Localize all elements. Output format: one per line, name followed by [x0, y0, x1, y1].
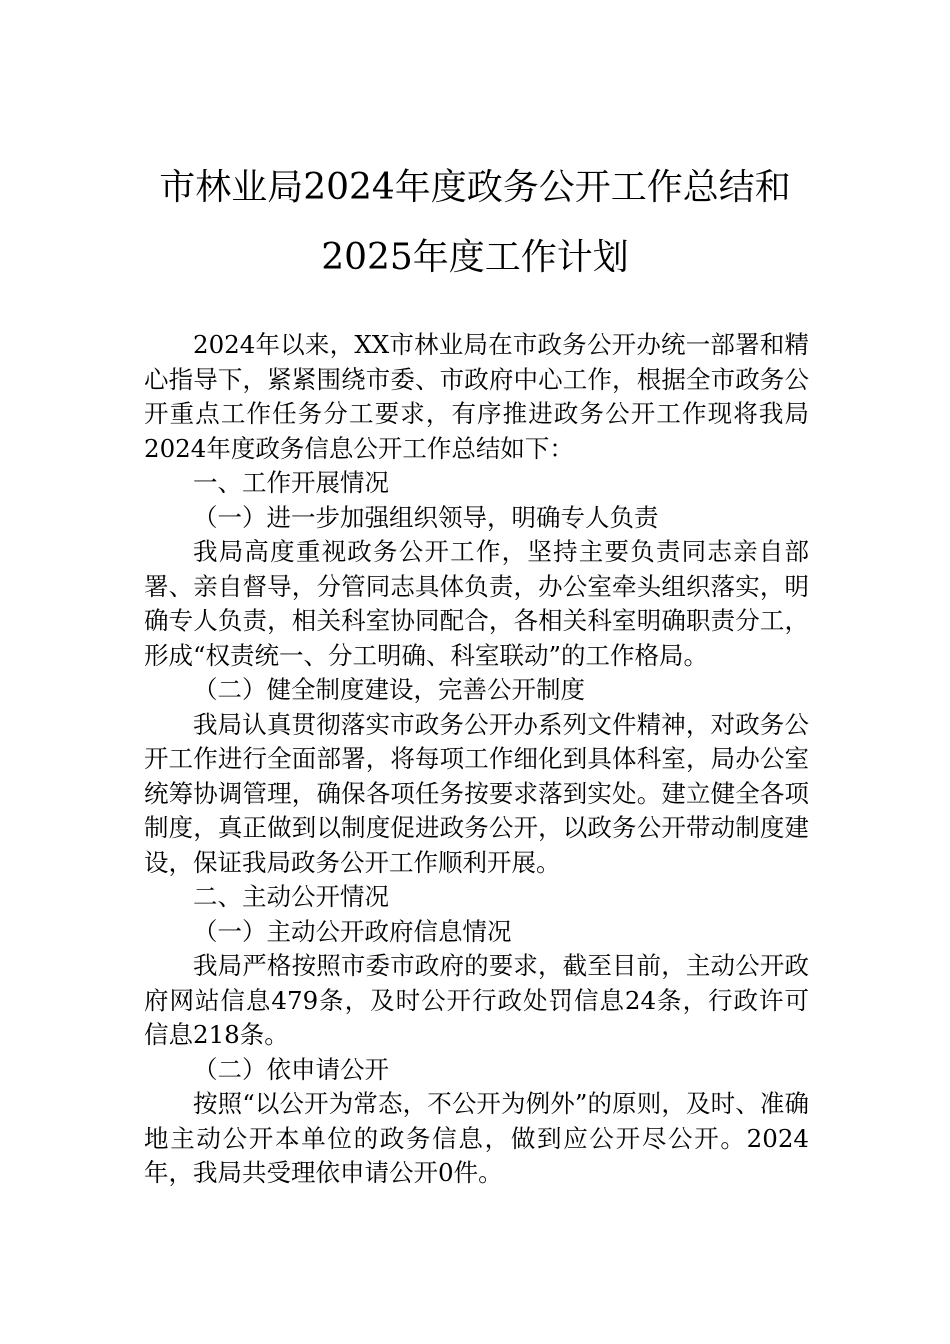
document-title-line-1: 市林业局2024年度政务公开工作总结和	[159, 167, 791, 208]
intro-paragraph: 2024年以来，XX市林业局在市政务公开办统一部署和精心指导下，紧紧围绕市委、市政府中心工作，根据全市政务公开重点工作任务分工要求，有序推进政务公开工作现将我局2024年度政务信息公开工作总结如下：	[144, 330, 809, 463]
subsection-heading-1-1: （一）进一步加强组织领导，明确专人负责	[193, 502, 659, 532]
paragraph-organization: 我局高度重视政务公开工作，坚持主要负责同志亲自部署、亲自督导，分管同志具体负责，办公室牵头组织落实，明确专人负责，相关科室协同配合，各相关科室明确职责分工，形成“权责统一、分工明确、科室联动”的工作格局。	[144, 537, 809, 670]
document-body	[144, 328, 809, 1191]
paragraph-system-building: 我局认真贯彻落实市政务公开办系列文件精神，对政务公开工作进行全面部署，将每项工作细化到具体科室，局办公室统筹协调管理，确保各项任务按要求落到实处。建立健全各项制度，真正做到以制度促进政务公开，以政务公开带动制度建设，保证我局政务公开工作顺利开展。	[144, 709, 809, 877]
subsection-heading-2-2: （二）依申请公开	[193, 1054, 389, 1084]
subsection-heading-1-2: （二）健全制度建设，完善公开制度	[193, 675, 585, 704]
section-heading-1: 一、工作开展情况	[193, 468, 389, 497]
paragraph-proactive-disclosure: 我局严格按照市委市政府的要求，截至目前，主动公开政府网站信息479条，及时公开行政处罚信息24条，行政许可信息218条。	[144, 951, 809, 1049]
section-heading-2: 二、主动公开情况	[193, 882, 389, 911]
paragraph-request-disclosure: 按照“以公开为常态，不公开为例外”的原则，及时、准确地主动公开本单位的政务信息，做到应公开尽公开。2024年，我局共受理依申请公开0件。	[144, 1089, 809, 1187]
subsection-heading-2-1: （一）主动公开政府信息情况	[193, 916, 512, 946]
document-title-line-2: 2025年度工作计划	[321, 237, 629, 278]
